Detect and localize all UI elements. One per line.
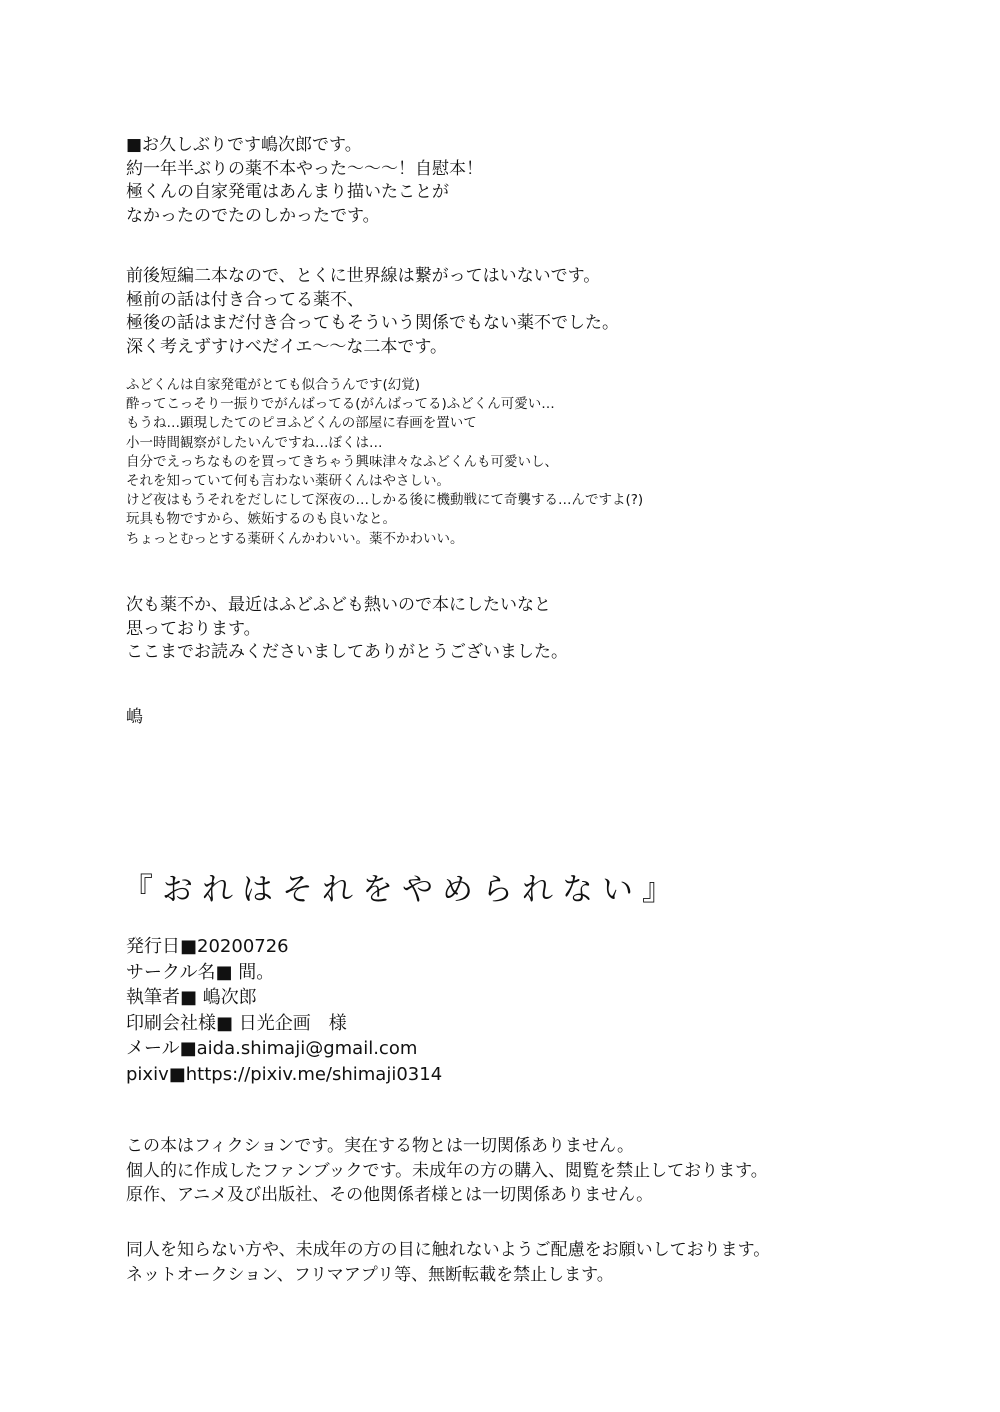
text-line: ここまでお読みくださいましてありがとうございました。 (126, 642, 568, 662)
text-line: 原作、アニメ及び出版社、その他関係者様とは一切関係ありません。 (126, 1185, 654, 1205)
text-line: 小一時間観察がしたいんですね…ぼくは… (126, 434, 383, 451)
text-line: もうね…顕現したてのピヨふどくんの部屋に春画を置いて (126, 415, 477, 432)
email: メール■aida.shimaji@gmail.com (126, 1038, 418, 1059)
publish-date: 発行日■20200726 (126, 936, 289, 957)
text-line: 前後短編二本なので、とくに世界線は繋がってはいないです。 (126, 266, 601, 286)
printer: 印刷会社様■ 日光企画 様 (126, 1012, 347, 1034)
text-line: 同人を知らない方や、未成年の方の目に触れないようご配慮をお願いしております。 (126, 1240, 771, 1260)
text-line: なかったのでたのしかったです。 (126, 205, 380, 226)
stories-paragraph (126, 265, 619, 359)
colophon (126, 934, 442, 1087)
warning (126, 1238, 770, 1287)
text-line: この本はフィクションです。実在する物とは一切関係ありません。 (126, 1136, 634, 1156)
pixiv-link: pixiv■https://pixiv.me/shimaji0314 (126, 1063, 443, 1085)
signature: 嶋 (126, 707, 143, 727)
text-line: 自分でえっちなものを買ってきちゃう興味津々なふどくんも可愛いし、 (126, 453, 558, 470)
text-line: 極後の話はまだ付き合ってもそういう関係でもない薬不でした。 (126, 313, 619, 333)
text-line: ネットオークション、フリマアプリ等、無断転載を禁止します。 (126, 1264, 614, 1285)
text-line: 次も薬不か、最近はふどふども熱いので本にしたいなと (126, 595, 551, 615)
text-line: 深く考えずすけべだイエ〜〜な二本です。 (126, 336, 447, 357)
text-line: けど夜はもうそれをだしにして深夜の…しかる後に機動戦にて奇襲する…んですよ(?) (126, 492, 644, 509)
text-line: 玩具も物ですから、嫉妬するのも良いなと。 (126, 511, 396, 528)
text-line: 極くんの自家発電はあんまり描いたことが (126, 182, 449, 202)
text-line: ■お久しぶりです嶋次郎です。 (126, 135, 362, 155)
closing-paragraph (126, 594, 568, 665)
text-line: 個人的に作成したファンブックです。未成年の方の購入、閲覧を禁止しております。 (126, 1160, 768, 1181)
comments-paragraph (126, 376, 643, 549)
text-line: ちょっとむっとする薬研くんかわいい。薬不かわいい。 (126, 530, 464, 547)
intro-paragraph (126, 134, 483, 228)
author: 執筆者■ 嶋次郎 (126, 987, 257, 1008)
book-title: 『おれはそれをやめられない』 (122, 872, 682, 908)
disclaimer (126, 1134, 768, 1208)
text-line: それを知っていて何も言わない薬研くんはやさしい。 (126, 473, 450, 490)
text-line: 酔ってこっそり一振りでがんばってる(がんばってる)ふどくん可愛い… (126, 396, 555, 413)
text-line: 思っております。 (126, 618, 261, 639)
circle-name: サークル名■ 間。 (126, 961, 275, 983)
text-line: 極前の話は付き合ってる薬不、 (126, 289, 364, 310)
text-line: ふどくんは自家発電がとても似合うんです(幻覚) (126, 377, 421, 393)
text-line: 約一年半ぶりの薬不本やった〜〜〜！自慰本！ (126, 158, 483, 179)
